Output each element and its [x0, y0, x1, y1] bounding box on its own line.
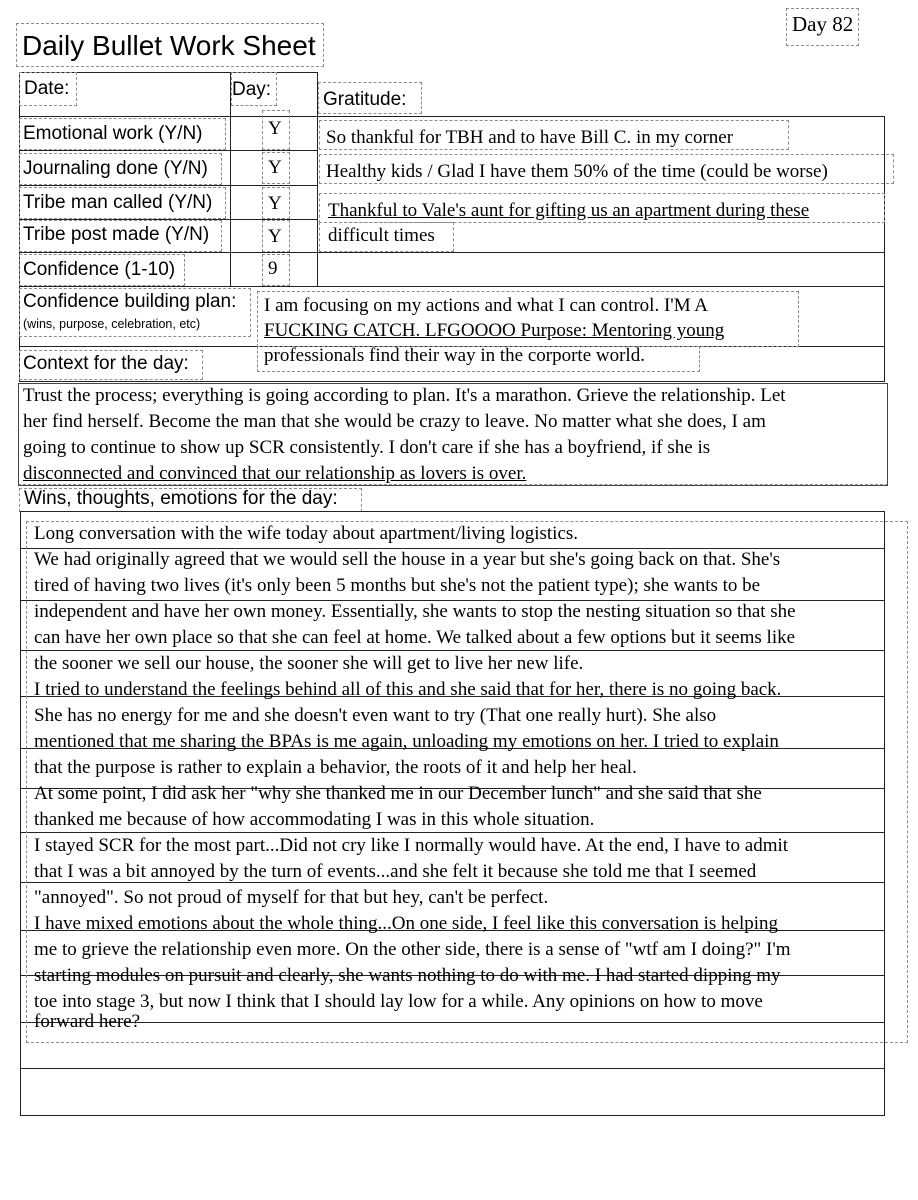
emotional-work-value: Y [268, 118, 282, 139]
wins-line: At some point, I did ask her "why she thanked me in our December lunch" and she said that she [34, 783, 762, 804]
wins-line: can have her own place so that she can feel at home. We talked about a few options but it seems like [34, 627, 796, 648]
journaling-label: Journaling done (Y/N) [23, 158, 208, 179]
wins-line: forward here? [34, 1011, 141, 1032]
wins-line: the sooner we sell our house, the sooner she will get to live her new life. [34, 653, 584, 674]
plan-text-line-3: professionals find their way in the corporte world. [264, 345, 645, 366]
date-label: Date: [24, 78, 70, 99]
day-label: Day: [232, 79, 272, 100]
wins-paragraph [34, 521, 796, 1015]
wins-line: starting modules on pursuit and clearly, she wants nothing to do with me. I had started dipping my [34, 965, 781, 986]
context-line: going to continue to show up SCR consistently. I don't care if she has a boyfriend, if she is [23, 437, 711, 458]
gratitude-item-3-line-2: difficult times [328, 225, 435, 246]
wins-line: tired of having two lives (it's only been 5 months but she's not the patient type); she wants to be [34, 575, 761, 596]
row-line-6 [19, 286, 885, 287]
wins-line: mentioned that me sharing the BPAs is me again, unloading my emotions on her. I tried to explain [34, 731, 779, 752]
plan-label: Confidence building plan: [23, 291, 237, 312]
context-label: Context for the day: [23, 353, 189, 374]
tribe-called-value: Y [268, 193, 282, 214]
context-line: disconnected and convinced that our relationship as lovers is over. [23, 463, 527, 484]
plan-sublabel: (wins, purpose, celebration, etc) [23, 317, 201, 331]
row-line-5 [19, 252, 885, 253]
tribe-post-label: Tribe post made (Y/N) [23, 224, 210, 245]
wins-line: I tried to understand the feelings behind all of this and she said that for her, there is no going back. [34, 679, 782, 700]
gratitude-item-3-line-1: Thankful to Vale's aunt for gifting us an apartment during these [328, 200, 810, 221]
row-line-1 [19, 116, 885, 117]
wins-line: We had originally agreed that we would sell the house in a year but she's going back on that. She's [34, 549, 781, 570]
confidence-value: 9 [268, 258, 278, 279]
wins-line: thanked me because of how accommodating I was in this whole situation. [34, 809, 595, 830]
wins-line: She has no energy for me and she doesn't even want to try (That one really hurt). She also [34, 705, 717, 726]
wins-line: me to grieve the relationship even more. On the other side, there is a sense of "wtf am I doing?" I'm [34, 939, 791, 960]
context-paragraph [23, 383, 786, 487]
wins-line: "annoyed". So not proud of myself for that but hey, can't be perfect. [34, 887, 549, 908]
tribe-called-label: Tribe man called (Y/N) [23, 192, 213, 213]
tribe-post-value: Y [268, 226, 282, 247]
row-line-3 [19, 185, 318, 186]
gratitude-item-1: So thankful for TBH and to have Bill C. in my corner [326, 127, 734, 148]
plan-text-line-1: I am focusing on my actions and what I can control. I'M A [264, 295, 709, 316]
wins-paragraph-tail [34, 1009, 140, 1035]
wins-line: I stayed SCR for the most part...Did not cry like I normally would have. At the end, I have to admit [34, 835, 789, 856]
wins-line: Long conversation with the wife today about apartment/living logistics. [34, 523, 579, 544]
emotional-work-label: Emotional work (Y/N) [23, 123, 203, 144]
wins-label: Wins, thoughts, emotions for the day: [24, 488, 338, 509]
confidence-label: Confidence (1-10) [23, 259, 176, 280]
wins-line: that I was a bit annoyed by the turn of events...and she felt it because she told me that I seemed [34, 861, 757, 882]
context-line: her find herself. Become the man that she would be crazy to leave. No matter what she does, I am [23, 411, 766, 432]
plan-text-line-2: FUCKING CATCH. LFGOOOO Purpose: Mentoring young [264, 320, 725, 341]
journaling-value: Y [268, 157, 282, 178]
wins-line: I have mixed emotions about the whole thing...On one side, I feel like this conversation is helping [34, 913, 779, 934]
page-title: Daily Bullet Work Sheet [22, 30, 316, 61]
wins-line: independent and have her own money. Essentially, she wants to stop the nesting situation so that she [34, 601, 796, 622]
context-line: Trust the process; everything is going according to plan. It's a marathon. Grieve the relationship. Let [23, 385, 786, 406]
wins-rule [20, 1068, 885, 1069]
gratitude-label: Gratitude: [323, 89, 407, 110]
gratitude-item-2: Healthy kids / Glad I have them 50% of the time (could be worse) [326, 161, 828, 182]
plan-right-line [884, 286, 885, 382]
day-badge: Day 82 [792, 12, 854, 36]
wins-line: that the purpose is rather to explain a behavior, the roots of it and help her heal. [34, 757, 637, 778]
wins-line: toe into stage 3, but now I think that I should lay low for a while. Any opinions on how to move [34, 991, 763, 1012]
context-bottom-line [19, 381, 885, 382]
row-line-2 [19, 150, 318, 151]
